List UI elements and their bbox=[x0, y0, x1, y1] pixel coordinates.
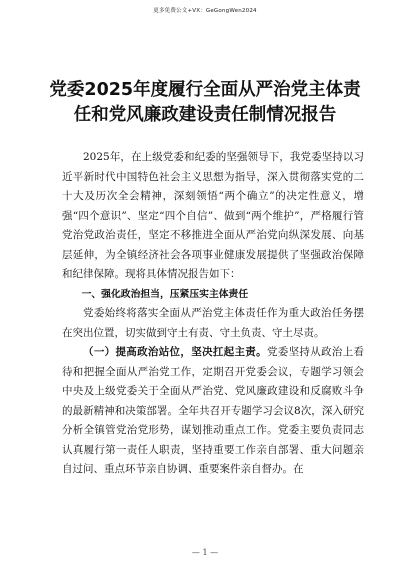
section-heading-1: 一、强化政治担当，压紧压实主体责任 bbox=[81, 288, 249, 300]
subsection-1-heading: （一）提高政治站位，坚决扛起主责。 bbox=[83, 346, 267, 358]
document-body bbox=[62, 148, 364, 480]
document-title bbox=[40, 78, 370, 128]
title-line-2: 任和党风廉政建设责任制情况报告 bbox=[73, 105, 337, 125]
subsection-1-text: 党委坚持从政治上看待和把握全面从严治党工作，定期召开党委会议，专题学习领会中央及上级党委关于全面从严治党、党风廉政建设和反腐败斗争的最新精神和决策部署。全年共召开专题学习会议8次，深入研究分析全镇管党治党形势，谋划推动重点工作。党委主要负责同志认真履行第一责任人职责，坚持重要工作亲自部署、重大问题亲自过问、重点环节亲自协调、重要案件亲自督办。在 bbox=[62, 346, 365, 475]
subsection-1-paragraph bbox=[62, 343, 364, 480]
page-number: — 1 — bbox=[191, 548, 219, 557]
header-note: 更多免费公文+VX：GeGongWen2024 bbox=[153, 8, 257, 14]
intro-paragraph: 2025年，在上级党委和纪委的坚强领导下，我党委坚持以习近平新时代中国特色社会主义思想为指导，深入贯彻落实党的二十大及历次全会精神，深刻领悟“两个确立”的决定性意义，增强“四个意识”、坚定“四个自信”、做到“两个维护”，严格履行管党治党政治责任，坚定不移推进全面从严治党向纵深发展、向基层延伸，为全镇经济社会各项事业健康发展提供了坚强政治保障和纪律保障。现将具体情况报告如下： bbox=[62, 151, 364, 280]
section-1-paragraph: 党委始终将落实全面从严治党主体责任作为重大政治任务摆在突出位置，切实做到守土有责、守土负责、守土尽责。 bbox=[62, 307, 364, 339]
title-line-1: 党委2025年度履行全面从严治党主体责 bbox=[49, 80, 361, 100]
